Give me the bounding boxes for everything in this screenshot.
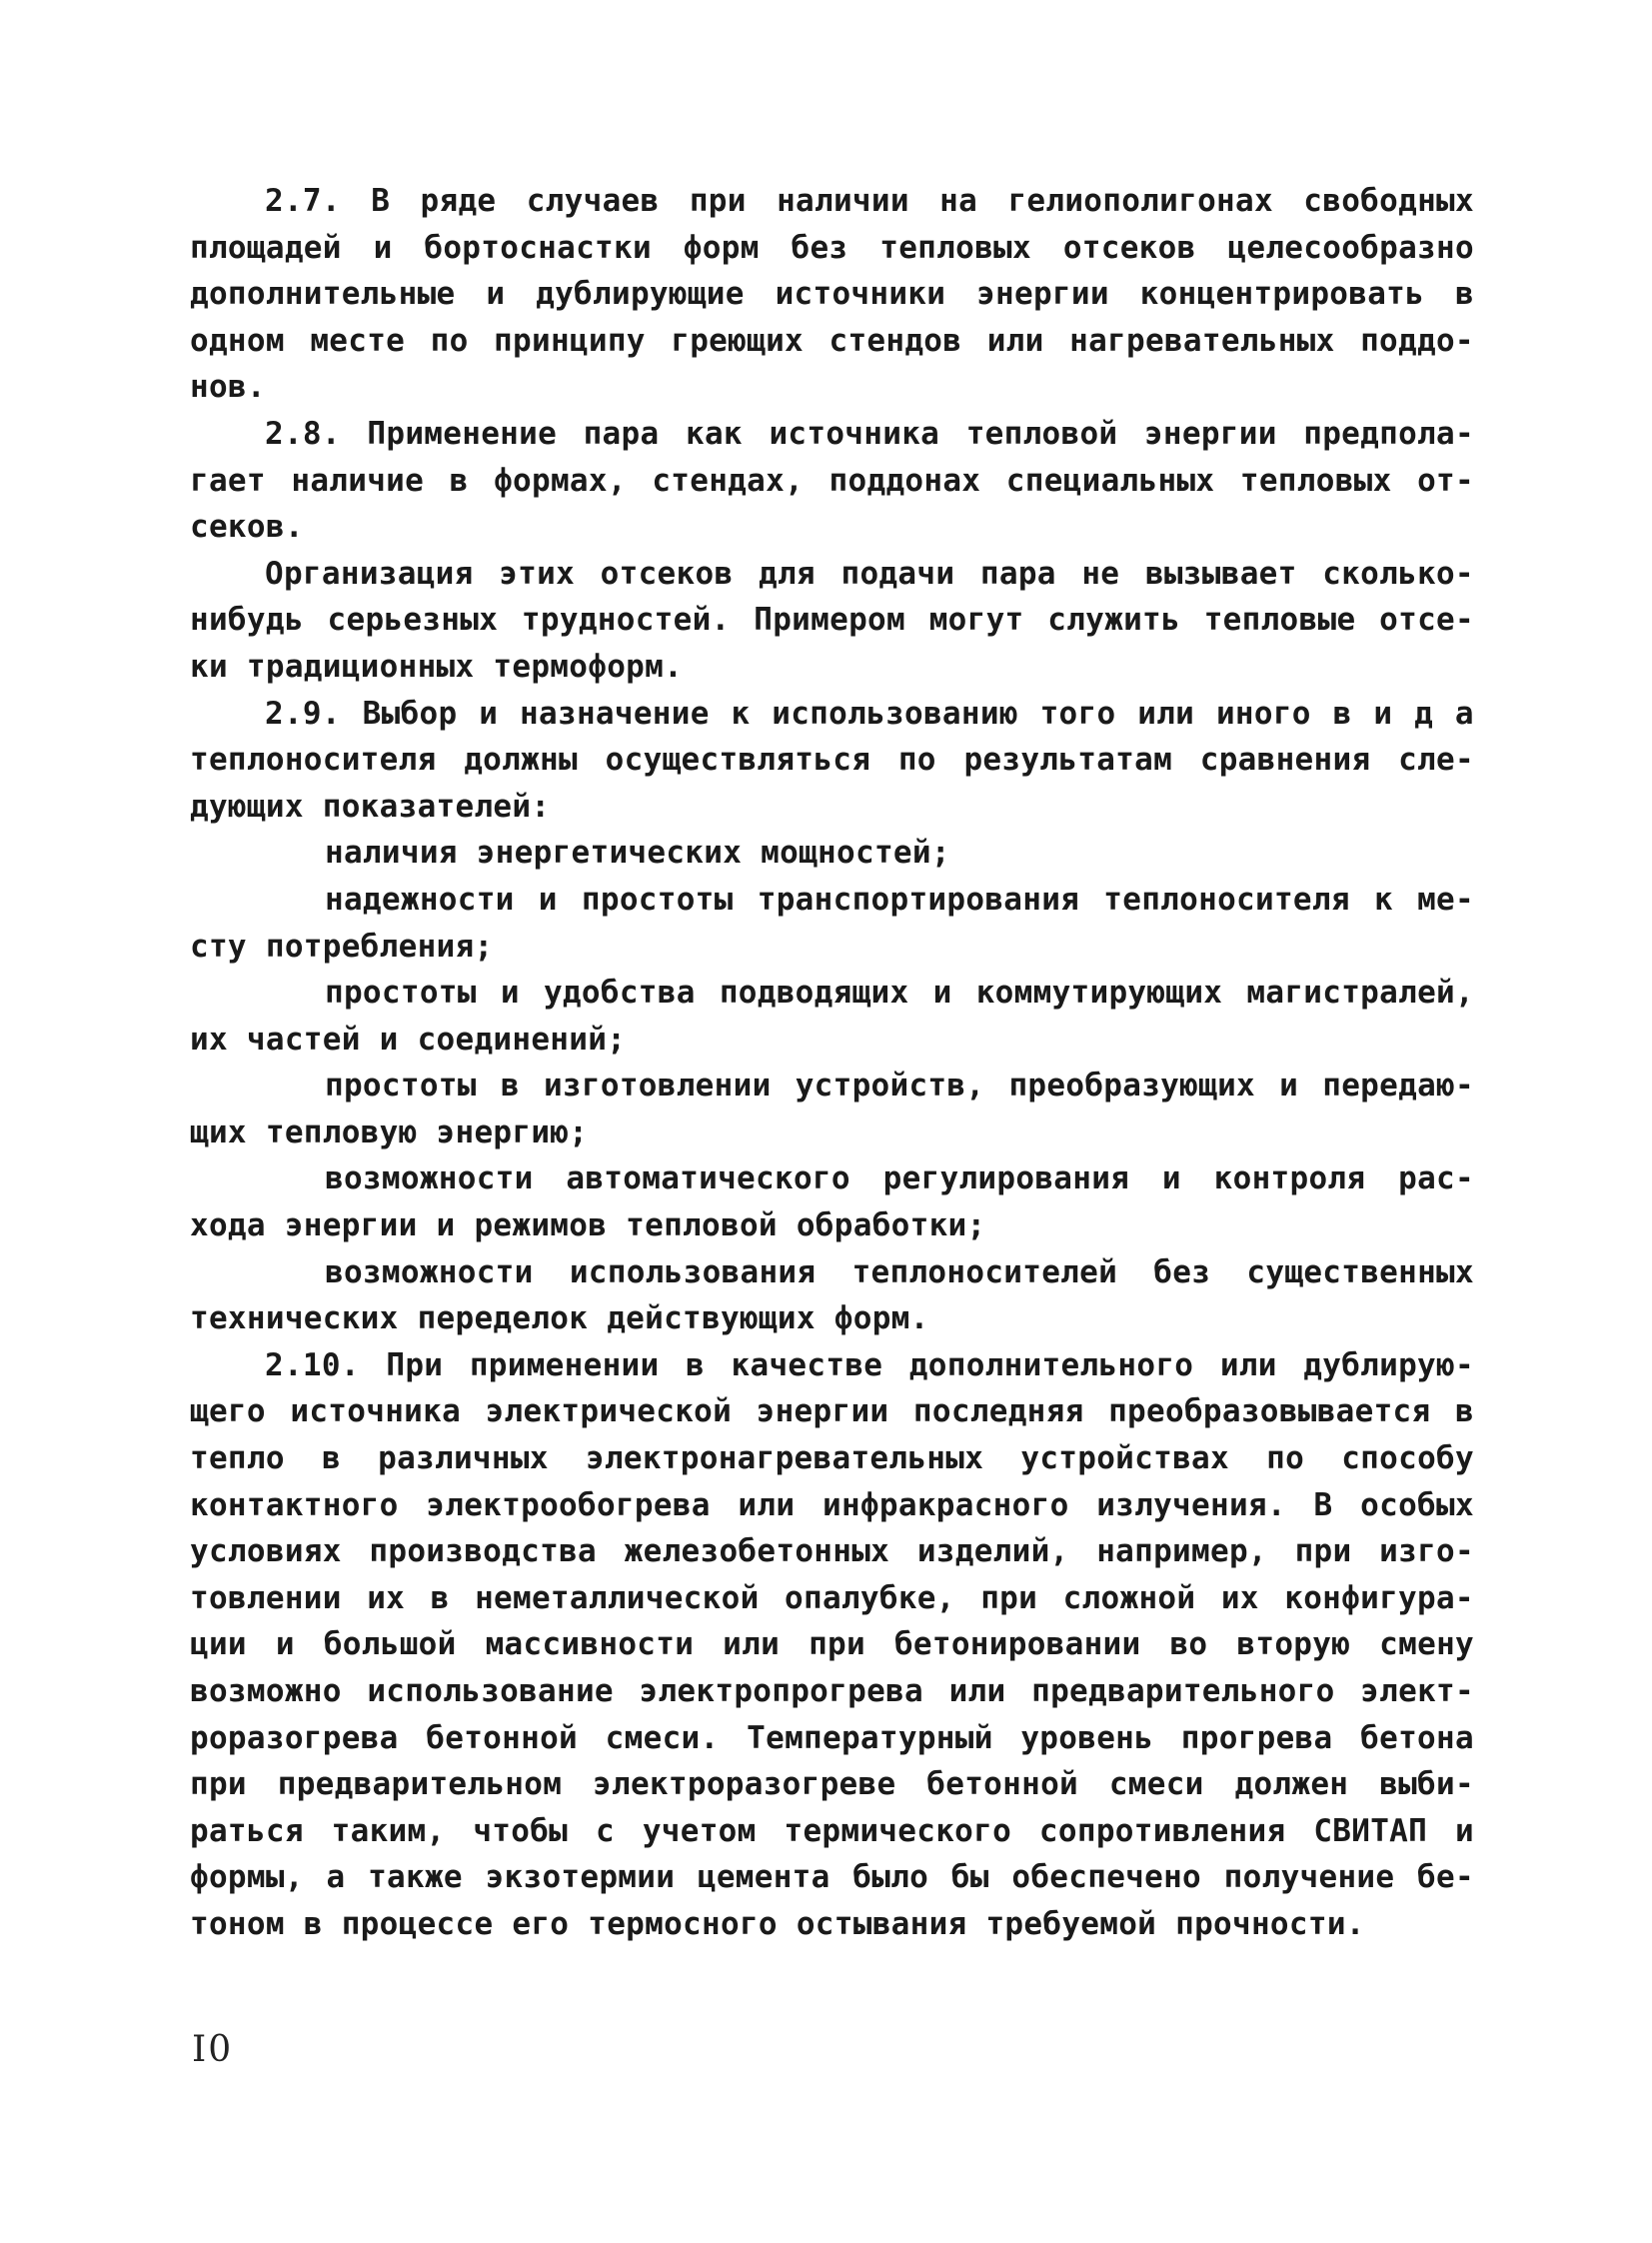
- text-line: [190, 1063, 1474, 1110]
- text-line-content: хода энергии и режимов тепловой обработки;: [190, 1207, 986, 1244]
- text-line: [190, 1854, 1474, 1901]
- text-line: [190, 691, 1474, 738]
- text-line-content: ки традиционных термоформ.: [190, 648, 684, 685]
- text-line-content: раться таким, чтобы с учетом термического сопротивления СВИТАП и: [190, 1812, 1474, 1849]
- text-line-content: простоты и удобства подводящих и коммутирующих магистралей,: [325, 975, 1474, 1012]
- text-line: [190, 1435, 1474, 1482]
- text-line-content: Организация этих отсеков для подачи пара не вызывает сколько-: [265, 555, 1474, 592]
- page-number: I0: [192, 2029, 234, 2070]
- text-line: [190, 271, 1474, 318]
- text-line: [190, 1482, 1474, 1529]
- text-line: [190, 225, 1474, 272]
- text-line: [190, 1202, 1474, 1249]
- text-line: [190, 364, 1474, 411]
- text-line: [190, 1017, 1474, 1064]
- text-line-content: товлении их в неметаллической опалубке, при сложной их конфигура-: [190, 1579, 1474, 1616]
- text-line-content: тепло в различных электронагревательных устройствах по способу: [190, 1440, 1474, 1477]
- text-line-content: их частей и соединений;: [190, 1021, 627, 1058]
- text-line-content: нибудь серьезных трудностей. Примером могут служить тепловые отсе-: [190, 602, 1474, 639]
- text-line-content: дующих показателей:: [190, 788, 551, 825]
- text-line-content: 2.8. Применение пара как источника тепловой энергии предпола-: [265, 415, 1474, 452]
- text-line-content: секов.: [190, 509, 304, 546]
- text-line: [190, 1901, 1474, 1948]
- text-line-content: наличия энергетических мощностей;: [325, 835, 950, 872]
- body-text: [190, 178, 1474, 1948]
- text-line: [190, 458, 1474, 505]
- text-line: [190, 830, 1474, 877]
- text-line-content: площадей и бортоснастки форм без тепловых отсеков целесообразно: [190, 229, 1474, 266]
- text-line: [190, 504, 1474, 551]
- text-line: [190, 1155, 1474, 1202]
- text-line: [190, 1342, 1474, 1389]
- text-line: [190, 1668, 1474, 1715]
- text-line-content: при предварительном электроразогреве бетонной смеси должен выби-: [190, 1766, 1474, 1803]
- text-line: [190, 784, 1474, 831]
- text-line-content: надежности и простоты транспортирования теплоносителя к ме-: [325, 881, 1474, 918]
- text-line: [190, 411, 1474, 458]
- text-line-content: 2.9. Выбор и назначение к использованию того или иного в и д а: [265, 695, 1474, 732]
- text-line-content: формы, а также экзотермии цемента было бы обеспечено получение бе-: [190, 1859, 1474, 1896]
- text-line-content: сту потребления;: [190, 928, 494, 965]
- text-line: [190, 1715, 1474, 1762]
- text-line: [190, 178, 1474, 225]
- text-line: [190, 1295, 1474, 1342]
- text-line-content: простоты в изготовлении устройств, преобразующих и передаю-: [325, 1068, 1474, 1105]
- text-line-content: теплоносителя должны осуществляться по результатам сравнения сле-: [190, 742, 1474, 779]
- text-line: [190, 1528, 1474, 1575]
- text-line: [190, 1761, 1474, 1808]
- text-line-content: 2.10. При применении в качестве дополнительного или дублирую-: [265, 1346, 1474, 1383]
- text-line: [190, 1621, 1474, 1668]
- text-line: [190, 597, 1474, 644]
- text-line: [190, 877, 1474, 924]
- text-line-content: нов.: [190, 369, 266, 406]
- text-line-content: возможности использования теплоносителей без существенных: [325, 1253, 1474, 1290]
- text-line-content: 2.7. В ряде случаев при наличии на гелиополигонах свободных: [265, 183, 1474, 219]
- text-line-content: роразогрева бетонной смеси. Температурный уровень прогрева бетона: [190, 1719, 1474, 1756]
- text-line: [190, 1110, 1474, 1156]
- text-line-content: щего источника электрической энергии последняя преобразовывается в: [190, 1393, 1474, 1430]
- text-line: [190, 551, 1474, 598]
- text-line-content: гает наличие в формах, стендах, поддонах специальных тепловых от-: [190, 462, 1474, 499]
- text-line-content: технических переделок действующих форм.: [190, 1300, 929, 1337]
- text-line-content: тоном в процессе его термосного остывания требуемой прочности.: [190, 1905, 1365, 1942]
- text-line-content: условиях производства железобетонных изделий, например, при изго-: [190, 1533, 1474, 1570]
- text-line: [190, 1388, 1474, 1435]
- text-line: [190, 644, 1474, 691]
- text-line: [190, 1575, 1474, 1622]
- text-line-content: возможно использование электропрогрева или предварительного элект-: [190, 1673, 1474, 1709]
- text-line-content: контактного электрообогрева или инфракрасного излучения. В особых: [190, 1486, 1474, 1523]
- text-line: [190, 318, 1474, 365]
- text-line: [190, 1249, 1474, 1296]
- text-line-content: ции и большой массивности или при бетонировании во вторую смену: [190, 1626, 1474, 1663]
- text-line-content: одном месте по принципу греющих стендов или нагревательных поддо-: [190, 322, 1474, 359]
- text-line-content: дополнительные и дублирующие источники энергии концентрировать в: [190, 276, 1474, 313]
- text-line-content: щих тепловую энергию;: [190, 1114, 589, 1150]
- text-line-content: возможности автоматического регулирования и контроля рас-: [325, 1160, 1474, 1197]
- text-line: [190, 1808, 1474, 1855]
- text-line: [190, 924, 1474, 971]
- text-line: [190, 737, 1474, 784]
- text-line: [190, 970, 1474, 1017]
